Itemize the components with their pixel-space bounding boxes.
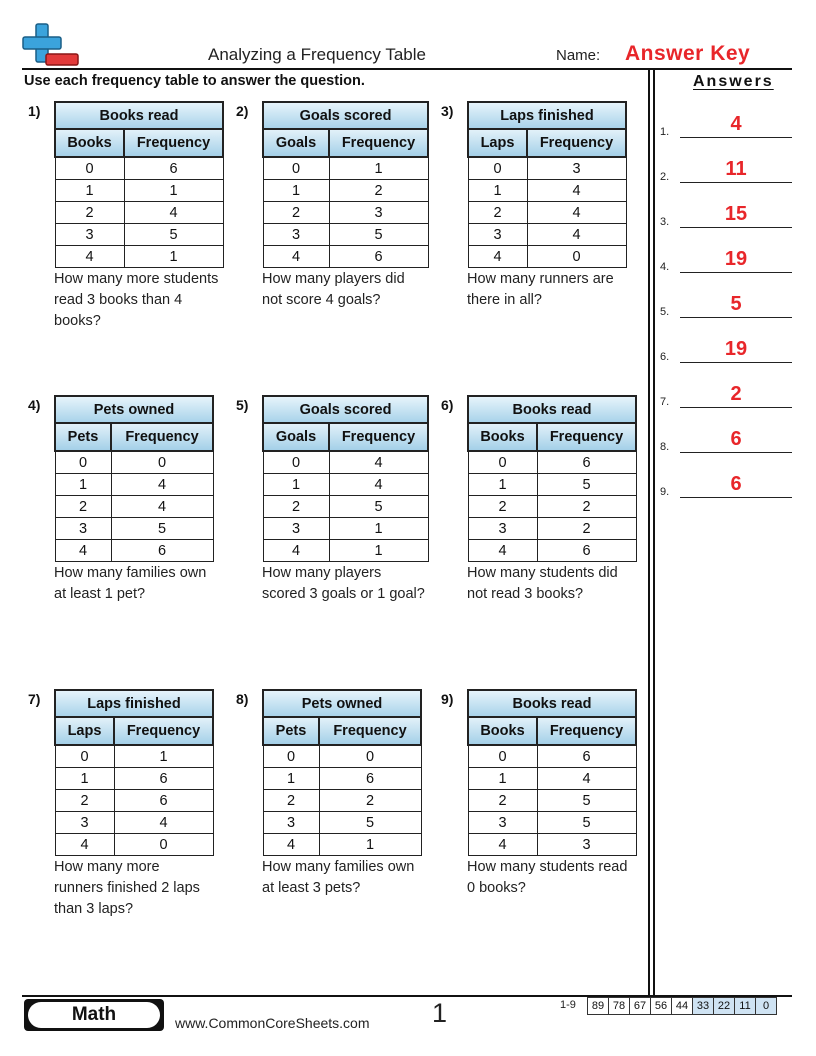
score-cell: 0 xyxy=(756,998,777,1015)
subject-badge xyxy=(24,999,164,1031)
problem-number: 8) xyxy=(236,691,249,707)
question-text: How many more students read 3 books than 4 books? xyxy=(54,271,219,329)
site-url: www.CommonCoreSheets.com xyxy=(175,1015,370,1031)
column-header: Pets xyxy=(55,423,111,451)
table-cell: 2 xyxy=(468,202,527,224)
table-cell: 1 xyxy=(124,246,223,268)
table-cell: 1 xyxy=(468,768,537,790)
table-row xyxy=(55,180,223,202)
table-caption: Goals scored xyxy=(263,102,428,129)
column-header: Goals xyxy=(263,129,329,157)
question-text: How many families own at least 3 pets? xyxy=(262,859,415,896)
answer-value: 19 xyxy=(724,338,748,360)
score-cell: 56 xyxy=(651,998,672,1015)
question-text: How many players did not score 4 goals? xyxy=(262,271,405,308)
instructions: Use each frequency table to answer the question. xyxy=(24,73,365,89)
table-row xyxy=(468,180,626,202)
problem-number: 3) xyxy=(441,103,454,119)
table-cell: 0 xyxy=(468,451,537,474)
table-cell: 4 xyxy=(55,834,114,856)
problem-number: 7) xyxy=(28,691,41,707)
column-header: Laps xyxy=(55,717,114,745)
header-divider xyxy=(22,68,792,70)
answer-row-2 xyxy=(660,153,792,183)
table-cell: 4 xyxy=(468,834,537,856)
question-text: How many families own at least 1 pet? xyxy=(54,565,207,602)
question-text: How many runners are there in all? xyxy=(467,271,614,308)
table-cell: 3 xyxy=(527,157,626,180)
table-row xyxy=(55,246,223,268)
table-caption: Pets owned xyxy=(263,690,421,717)
table-row xyxy=(263,834,421,856)
column-header: Frequency xyxy=(537,717,636,745)
table-cell: 1 xyxy=(329,540,428,562)
question-text: How many students read 0 books? xyxy=(467,859,628,896)
answer-row-1 xyxy=(660,108,792,138)
score-cell: 78 xyxy=(609,998,630,1015)
answer-line xyxy=(680,407,792,408)
table-row xyxy=(55,812,213,834)
table-row xyxy=(263,745,421,768)
table-cell: 4 xyxy=(527,202,626,224)
table-cell: 2 xyxy=(329,180,428,202)
problem-number: 9) xyxy=(441,691,454,707)
answer-number: 3. xyxy=(660,216,670,228)
table-cell: 5 xyxy=(329,496,428,518)
table-row xyxy=(55,790,213,812)
table-row xyxy=(263,157,428,180)
table-row xyxy=(55,540,213,562)
table-cell: 6 xyxy=(319,768,421,790)
problem-1 xyxy=(28,101,254,332)
table-cell: 3 xyxy=(537,834,636,856)
table-cell: 4 xyxy=(263,246,329,268)
table-cell: 3 xyxy=(55,518,111,540)
answer-number: 1. xyxy=(660,126,670,138)
table-caption: Books read xyxy=(468,396,636,423)
table-row xyxy=(55,518,213,540)
table-row xyxy=(263,518,428,540)
column-header: Frequency xyxy=(124,129,223,157)
problem-2 xyxy=(236,101,462,311)
table-cell: 4 xyxy=(468,540,537,562)
table-row xyxy=(468,518,636,540)
table-cell: 0 xyxy=(114,834,213,856)
table-row xyxy=(468,451,636,474)
table-cell: 0 xyxy=(263,745,319,768)
problem-number: 6) xyxy=(441,397,454,413)
answer-number: 8. xyxy=(660,441,670,453)
table-cell: 3 xyxy=(263,224,329,246)
answer-number: 6. xyxy=(660,351,670,363)
table-cell: 1 xyxy=(263,474,329,496)
table-row xyxy=(468,812,636,834)
answer-row-5 xyxy=(660,288,792,318)
problem-6 xyxy=(441,395,670,605)
table-cell: 6 xyxy=(537,451,636,474)
table-cell: 0 xyxy=(468,157,527,180)
table-row xyxy=(263,224,428,246)
score-cell: 11 xyxy=(735,998,756,1015)
table-cell: 3 xyxy=(468,518,537,540)
column-header: Frequency xyxy=(329,423,428,451)
score-cell: 67 xyxy=(630,998,651,1015)
table-cell: 1 xyxy=(55,474,111,496)
table-cell: 2 xyxy=(537,496,636,518)
answer-row-4 xyxy=(660,243,792,273)
table-cell: 6 xyxy=(114,768,213,790)
answer-line xyxy=(680,452,792,453)
frequency-table xyxy=(54,101,224,268)
table-cell: 3 xyxy=(468,224,527,246)
frequency-table xyxy=(54,395,214,562)
table-row xyxy=(263,812,421,834)
table-cell: 4 xyxy=(263,540,329,562)
table-row xyxy=(263,790,421,812)
answer-value: 6 xyxy=(730,473,742,495)
problem-8 xyxy=(236,689,462,899)
table-cell: 0 xyxy=(468,745,537,768)
table-cell: 0 xyxy=(527,246,626,268)
table-cell: 1 xyxy=(263,180,329,202)
column-header: Books xyxy=(468,423,537,451)
table-cell: 3 xyxy=(468,812,537,834)
answer-line xyxy=(680,137,792,138)
table-row xyxy=(263,474,428,496)
table-cell: 0 xyxy=(263,451,329,474)
table-row xyxy=(263,496,428,518)
table-row xyxy=(263,246,428,268)
answer-value: 2 xyxy=(730,383,742,405)
problem-number: 4) xyxy=(28,397,41,413)
score-cell: 44 xyxy=(672,998,693,1015)
answer-line xyxy=(680,272,792,273)
answer-key-label: Answer Key xyxy=(625,42,751,65)
score-cell: 89 xyxy=(588,998,609,1015)
table-cell: 2 xyxy=(263,202,329,224)
column-header: Frequency xyxy=(111,423,213,451)
table-cell: 2 xyxy=(319,790,421,812)
table-cell: 5 xyxy=(537,812,636,834)
table-cell: 2 xyxy=(263,790,319,812)
question-text: How many players scored 3 goals or 1 goal? xyxy=(262,565,425,602)
answer-row-9 xyxy=(660,468,792,498)
table-cell: 5 xyxy=(329,224,428,246)
problem-number: 2) xyxy=(236,103,249,119)
answer-row-7 xyxy=(660,378,792,408)
problem-number: 1) xyxy=(28,103,41,119)
table-cell: 3 xyxy=(263,518,329,540)
frequency-table xyxy=(262,395,429,562)
score-cell: 22 xyxy=(714,998,735,1015)
question-text: How many more runners finished 2 laps than 3 laps? xyxy=(54,859,200,917)
table-cell: 1 xyxy=(114,745,213,768)
problem-7 xyxy=(28,689,254,920)
table-cell: 0 xyxy=(55,451,111,474)
table-row xyxy=(468,834,636,856)
table-cell: 1 xyxy=(319,834,421,856)
table-cell: 0 xyxy=(55,157,124,180)
answer-row-3 xyxy=(660,198,792,228)
table-row xyxy=(263,768,421,790)
frequency-table xyxy=(467,101,627,268)
table-cell: 2 xyxy=(55,496,111,518)
page-number: 1 xyxy=(432,998,448,1028)
table-row xyxy=(468,768,636,790)
table-cell: 1 xyxy=(55,768,114,790)
table-cell: 0 xyxy=(55,745,114,768)
answer-number: 4. xyxy=(660,261,670,273)
frequency-table xyxy=(54,689,214,856)
table-cell: 2 xyxy=(468,496,537,518)
table-row xyxy=(55,202,223,224)
column-header: Goals xyxy=(263,423,329,451)
table-cell: 3 xyxy=(263,812,319,834)
table-row xyxy=(468,224,626,246)
answer-line xyxy=(680,362,792,363)
table-row xyxy=(468,496,636,518)
table-cell: 1 xyxy=(263,768,319,790)
table-caption: Laps finished xyxy=(468,102,626,129)
table-cell: 1 xyxy=(124,180,223,202)
table-row xyxy=(55,451,213,474)
table-cell: 5 xyxy=(124,224,223,246)
frequency-table xyxy=(262,689,422,856)
table-cell: 3 xyxy=(55,812,114,834)
table-cell: 4 xyxy=(263,834,319,856)
table-caption: Books read xyxy=(468,690,636,717)
table-cell: 6 xyxy=(114,790,213,812)
question-text: How many students did not read 3 books? xyxy=(467,565,618,602)
answer-number: 9. xyxy=(660,486,670,498)
score-table xyxy=(587,997,777,1015)
table-row xyxy=(468,790,636,812)
table-cell: 4 xyxy=(527,224,626,246)
table-cell: 6 xyxy=(329,246,428,268)
table-cell: 6 xyxy=(537,745,636,768)
table-row xyxy=(468,202,626,224)
table-cell: 6 xyxy=(124,157,223,180)
answer-line xyxy=(680,182,792,183)
table-cell: 4 xyxy=(468,246,527,268)
answer-line xyxy=(680,497,792,498)
table-cell: 4 xyxy=(329,451,428,474)
frequency-table xyxy=(467,395,637,562)
answer-value: 4 xyxy=(730,113,742,135)
table-caption: Goals scored xyxy=(263,396,428,423)
answers-title: Answers xyxy=(693,73,774,90)
answer-line xyxy=(680,227,792,228)
table-row xyxy=(468,157,626,180)
table-cell: 5 xyxy=(111,518,213,540)
table-cell: 0 xyxy=(263,157,329,180)
table-cell: 4 xyxy=(55,246,124,268)
table-cell: 2 xyxy=(263,496,329,518)
answer-number: 5. xyxy=(660,306,670,318)
column-header: Frequency xyxy=(319,717,421,745)
subject-label: Math xyxy=(28,1002,160,1028)
column-header: Frequency xyxy=(329,129,428,157)
answer-number: 7. xyxy=(660,396,670,408)
answer-value: 6 xyxy=(730,428,742,450)
problem-5 xyxy=(236,395,462,605)
table-row xyxy=(55,496,213,518)
table-caption: Books read xyxy=(55,102,223,129)
column-header: Laps xyxy=(468,129,527,157)
table-cell: 3 xyxy=(329,202,428,224)
page-title: Analyzing a Frequency Table xyxy=(208,45,426,64)
frequency-table xyxy=(467,689,637,856)
problem-9 xyxy=(441,689,667,899)
table-cell: 4 xyxy=(111,496,213,518)
table-row xyxy=(468,246,626,268)
table-cell: 0 xyxy=(319,745,421,768)
table-cell: 4 xyxy=(329,474,428,496)
table-cell: 2 xyxy=(537,518,636,540)
answer-row-6 xyxy=(660,333,792,363)
table-cell: 4 xyxy=(527,180,626,202)
table-cell: 5 xyxy=(537,474,636,496)
table-cell: 1 xyxy=(329,518,428,540)
column-header: Frequency xyxy=(537,423,636,451)
table-row xyxy=(55,157,223,180)
answer-value: 11 xyxy=(725,158,747,180)
table-cell: 1 xyxy=(55,180,124,202)
answer-value: 19 xyxy=(724,248,748,270)
table-cell: 2 xyxy=(468,790,537,812)
table-cell: 2 xyxy=(55,202,124,224)
column-header: Books xyxy=(468,717,537,745)
score-range-label: 1-9 xyxy=(560,999,576,1011)
table-row xyxy=(55,224,223,246)
answer-line xyxy=(680,317,792,318)
logo-icon xyxy=(22,22,80,68)
table-cell: 5 xyxy=(319,812,421,834)
score-cell: 33 xyxy=(693,998,714,1015)
problem-number: 5) xyxy=(236,397,249,413)
table-cell: 5 xyxy=(537,790,636,812)
table-row xyxy=(55,834,213,856)
table-cell: 6 xyxy=(111,540,213,562)
frequency-table xyxy=(262,101,429,268)
table-row xyxy=(55,768,213,790)
answer-value: 5 xyxy=(730,293,742,315)
table-row xyxy=(55,474,213,496)
column-header: Pets xyxy=(263,717,319,745)
table-cell: 4 xyxy=(114,812,213,834)
table-cell: 4 xyxy=(111,474,213,496)
column-header: Frequency xyxy=(527,129,626,157)
name-label: Name: xyxy=(556,47,601,64)
table-caption: Pets owned xyxy=(55,396,213,423)
table-row xyxy=(263,540,428,562)
table-row xyxy=(263,451,428,474)
column-header: Books xyxy=(55,129,124,157)
table-cell: 4 xyxy=(55,540,111,562)
table-cell: 4 xyxy=(124,202,223,224)
table-cell: 1 xyxy=(468,180,527,202)
table-row xyxy=(263,180,428,202)
table-cell: 3 xyxy=(55,224,124,246)
problem-4 xyxy=(28,395,254,605)
table-row xyxy=(55,745,213,768)
table-caption: Laps finished xyxy=(55,690,213,717)
answer-value: 15 xyxy=(724,203,748,225)
answer-number: 2. xyxy=(660,171,670,183)
table-row xyxy=(263,202,428,224)
problem-3 xyxy=(441,101,670,311)
table-row xyxy=(468,540,636,562)
answer-row-8 xyxy=(660,423,792,453)
table-row xyxy=(468,474,636,496)
table-cell: 1 xyxy=(329,157,428,180)
table-row xyxy=(468,745,636,768)
table-cell: 1 xyxy=(468,474,537,496)
table-cell: 0 xyxy=(111,451,213,474)
table-cell: 2 xyxy=(55,790,114,812)
table-cell: 4 xyxy=(537,768,636,790)
table-cell: 6 xyxy=(537,540,636,562)
column-header: Frequency xyxy=(114,717,213,745)
